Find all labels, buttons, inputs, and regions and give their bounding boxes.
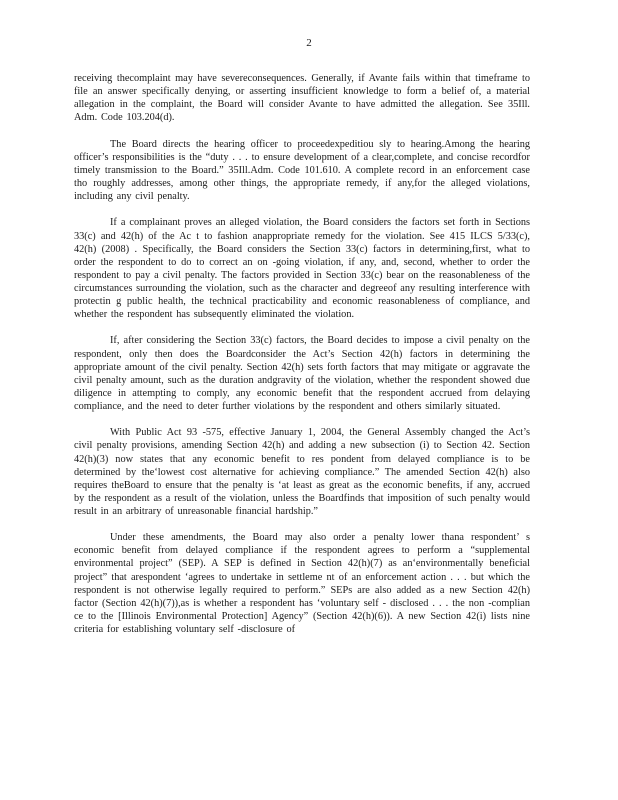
paragraph-hearing-officer: The Board directs the hearing officer to proceedexpeditiou sly to hearing.Among the hearing officer’s responsibilities is the “duty . . . to ensure development of a clear,complete, and concise recordfor timely transmission to the Board.” 35Ill.Adm. Code 101.610. A complete record in an enforcement case tho roughly addresses, among other things, the appropriate remedy, if any,for the alleged violations, including any civil penalty.	[74, 138, 530, 203]
page-number: 2	[306, 37, 312, 49]
paragraph-amendments: Under these amendments, the Board may also order a penalty lower thana respondent’ s economic benefit from delayed compliance if the respondent agrees to perform a “supplemental environmental project” (SEP). A SEP is defined in Section 42(h)(7) as an‘environmentally beneficial project” that arespondent ‘agrees to undertake in settleme nt of an enforcement action . . . but which the respondent is not otherwise legally required to perform.” SEPs are also added as a new Section 42(h) factor (Section 42(h)(7)),as is whether a respondent has ‘voluntary self - disclosed . . . the non -complian ce to the [Illinois Environmental Protection] Agency” (Section 42(h)(6)). A new Section 42(i) lists nine criteria for establishing voluntary self -disclosure of	[74, 532, 530, 635]
paragraph-continuation: receiving thecomplaint may have severeconsequences. Generally, if Avante fails within that timeframe to file an answer specifically denying, or asserting insufficient knowledge to form a belief of, a material allegation in the complaint, the Board will consider Avante to have admitted the allegation. See 35Ill. Adm. Code 103.204(d).	[74, 73, 530, 124]
paragraph-civil-penalty: If, after considering the Section 33(c) factors, the Board decides to impose a civil penalty on the respondent, only then does the Boardconsider the Act’s Section 42(h) factors in determining the appropriate amount of the civil penalty. Section 42(h) sets forth factors that may mitigate or aggravate the civil penalty amount, such as the duration andgravity of the violation, whether the respondent showed due diligence in attempting to comply, any economic benefit that the respondent accrued from delaying compliance, and the need to deter further violations by the respondent and others similarly situated.	[74, 335, 530, 412]
document-body	[74, 72, 530, 649]
paragraph-factors: If a complainant proves an alleged violation, the Board considers the factors set forth in Sections 33(c) and 42(h) of the Ac t to fashion anappropriate remedy for the violation. See 415 ILCS 5/33(c), 42(h) (2008) . Specifically, the Board considers the Section 33(c) factors in determining,first, what to order the respondent to do to correct an on -going violation, if any, and, second, whether to order the respondent to pay a civil penalty. The factors provided in Section 33(c) bear on the reasonableness of the circumstances surrounding the violation, such as the character and degreeof any resulting interference with protectin g public health, the technical practicability and economic reasonableness of compliance, and whether the respondent has subsequently eliminated the violation.	[74, 217, 530, 321]
paragraph-public-act: With Public Act 93 -575, effective January 1, 2004, the General Assembly changed the Act’s civil penalty provisions, amending Section 42(h) and adding a new subsection (i) to Section 42. Section 42(h)(3) now states that any economic benefit to res pondent from delayed compliance is to be determined by the‘lowest cost alternative for achieving compliance.” The amended Section 42(h) also requires theBoard to ensure that the penalty is ‘at least as great as the economic benefits, if any, accrued by the respondent as a result of the violation, unless the Boardfinds that imposition of such penalty would result in an arbitrary of unreasonable financial hardship.”	[74, 427, 530, 517]
